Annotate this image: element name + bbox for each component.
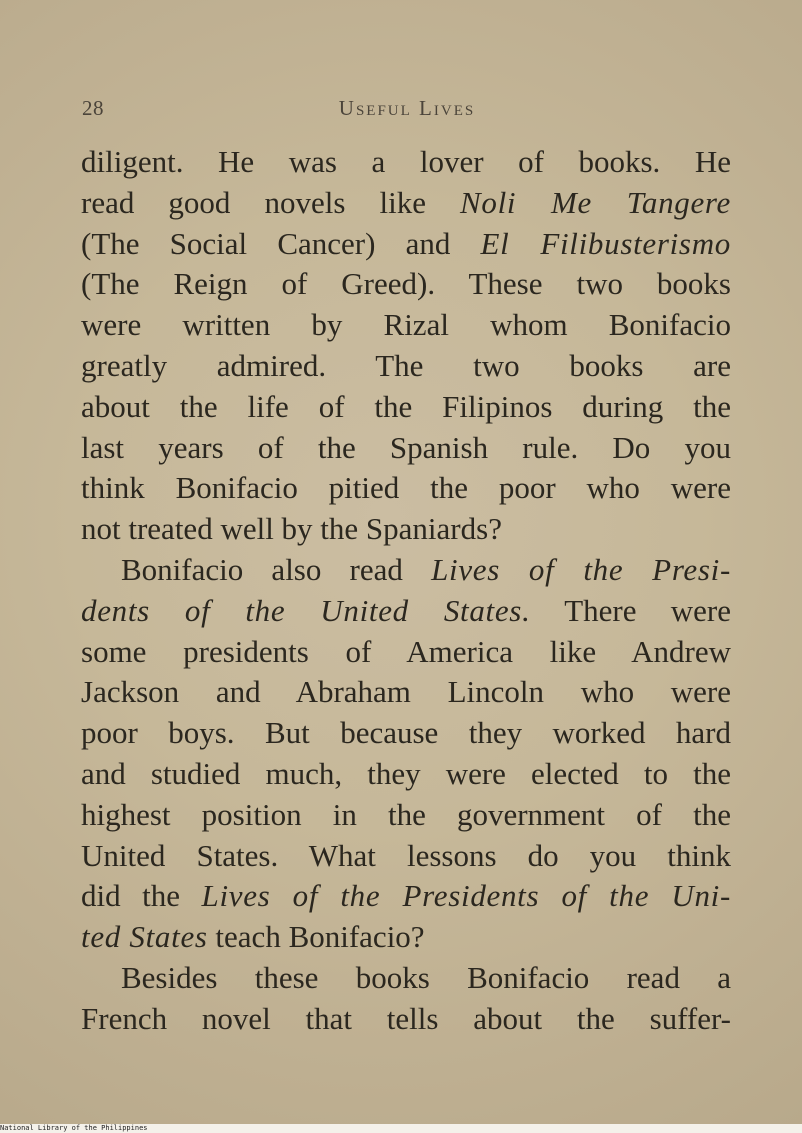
italic-title: El Filibusterismo	[480, 225, 731, 261]
running-head	[82, 96, 732, 126]
text-line	[81, 387, 731, 428]
text-line	[81, 183, 731, 224]
text-segment: were written by Rizal whom Bonifacio	[81, 307, 731, 343]
text-segment: not treated well by the Spaniards?	[81, 511, 502, 547]
text-segment: think Bonifacio pitied the poor who were	[81, 470, 731, 506]
text-segment: poor boys. But because they worked hard	[81, 715, 731, 751]
text-segment: diligent. He was a lover of books. He	[81, 144, 731, 179]
text-line	[81, 754, 731, 795]
text-line	[81, 509, 731, 550]
italic-title: dents of the United States.	[81, 592, 531, 628]
text-line	[81, 917, 731, 958]
text-line	[81, 632, 731, 673]
text-line	[81, 550, 731, 591]
italic-title: ted States	[81, 919, 208, 955]
text-line	[81, 428, 731, 469]
text-line	[81, 999, 731, 1040]
italic-title: Lives of the Presidents of the Uni-	[201, 878, 731, 914]
page-number: 28	[82, 96, 104, 120]
running-title: Useful Lives	[338, 96, 476, 120]
text-line	[81, 795, 731, 836]
text-line	[81, 876, 731, 917]
text-line	[81, 672, 731, 713]
text-line	[81, 591, 731, 632]
text-segment: (The Social Cancer) and	[81, 225, 481, 261]
text-segment: teach Bonifacio?	[207, 919, 425, 955]
text-line	[81, 224, 731, 265]
text-segment: greatly admired. The two books are	[81, 347, 731, 383]
text-segment: There were	[530, 592, 731, 628]
text-line	[81, 346, 731, 387]
text-segment: Jackson and Abraham Lincoln who were	[81, 674, 731, 710]
text-segment: and studied much, they were elected to the	[81, 755, 731, 791]
library-footer: National Library of the Philippines	[0, 1124, 802, 1133]
text-segment: highest position in the government of the	[81, 796, 731, 832]
text-segment: French novel that tells about the suffer-	[81, 1000, 731, 1036]
text-line	[81, 958, 731, 999]
text-line	[81, 142, 731, 183]
text-segment: about the life of the Filipinos during the	[81, 388, 731, 424]
italic-title: Noli Me Tangere	[460, 184, 731, 220]
text-segment: last years of the Spanish rule. Do you	[81, 429, 731, 465]
text-line	[81, 264, 731, 305]
text-line	[81, 713, 731, 754]
italic-title: Lives of the Presi-	[431, 551, 731, 587]
text-line	[81, 468, 731, 509]
text-segment: read good novels like	[81, 184, 461, 220]
text-segment: did the	[81, 878, 202, 914]
text-segment: United States. What lessons do you think	[81, 837, 731, 873]
text-segment: (The Reign of Greed). These two books	[81, 266, 731, 302]
text-segment: Bonifacio also read	[121, 551, 432, 587]
text-segment: some presidents of America like Andrew	[81, 633, 731, 669]
text-segment: Besides these books Bonifacio read a	[121, 959, 731, 995]
body-text	[81, 142, 731, 1040]
text-line	[81, 836, 731, 877]
text-line	[81, 305, 731, 346]
